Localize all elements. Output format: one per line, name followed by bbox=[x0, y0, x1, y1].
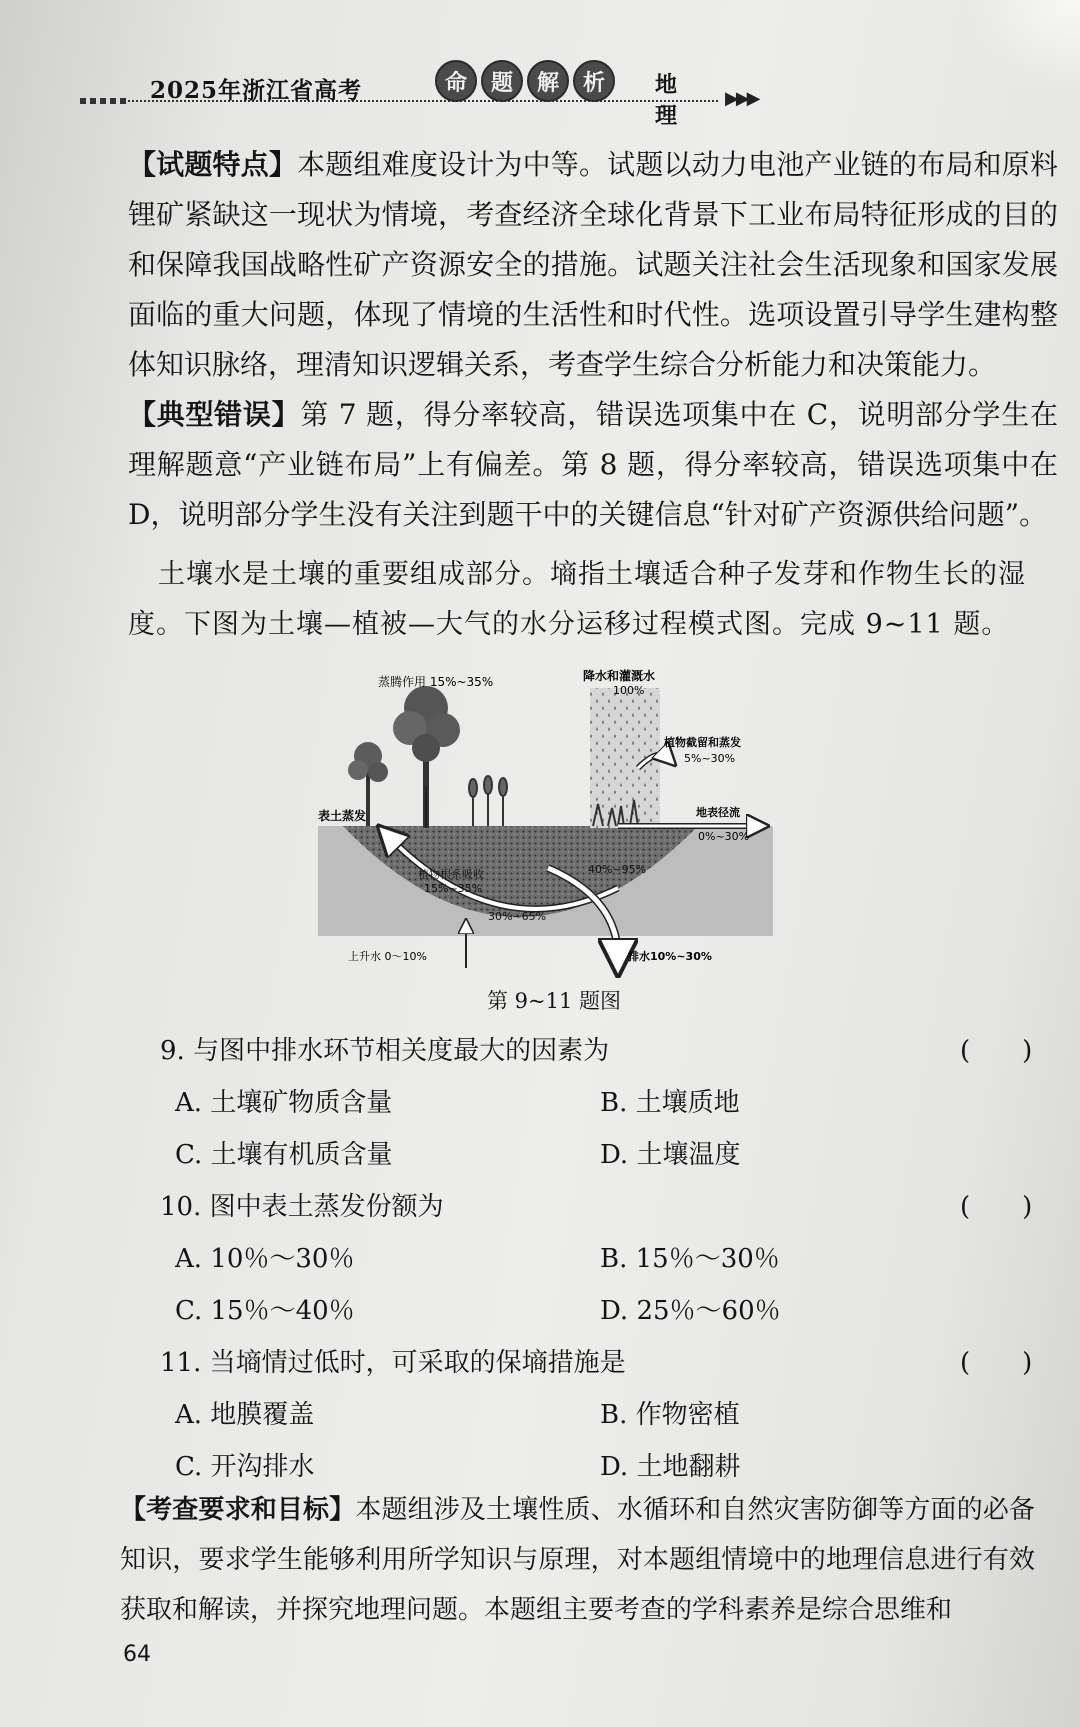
question-9-stem: 9. 与图中排水环节相关度最大的因素为 bbox=[160, 1036, 610, 1066]
requirements-paragraph bbox=[120, 1485, 1035, 1635]
header-title: 2025年浙江省高考 bbox=[150, 77, 363, 104]
question-9-option-c: C. 土壤有机质含量 bbox=[175, 1140, 393, 1170]
label-root-title: 植物根系吸收 bbox=[418, 868, 484, 881]
features-text: 本题组难度设计为中等。试题以动力电池产业链的布局和原料锂矿紧缺这一现状为情境，考查经济全球化背景下工业布局特征形成的目的和保障我国战略性矿产资源安全的措施。试题关注社会生活现象和国家发展面临的重大问题，体现了情境的生活性和时代性。选项设置引导学生建构整体知识脉络，理清知识逻辑关系，考查学生综合分析能力和决策能力。 bbox=[128, 148, 1058, 381]
question-11-stem: 11. 当墒情过低时，可采取的保墒措施是 bbox=[160, 1348, 626, 1378]
label-drainage: 排水10%~30% bbox=[628, 950, 712, 963]
question-9-option-b: B. 土壤质地 bbox=[600, 1088, 740, 1118]
crop-icon bbox=[469, 776, 507, 826]
label-surface-evap: 表土蒸发 bbox=[318, 809, 367, 823]
errors-label: 【典型错误】 bbox=[128, 398, 301, 431]
question-11-paren: ( ) bbox=[960, 1348, 1033, 1378]
label-precip-value: 100% bbox=[613, 684, 645, 697]
errors-paragraph bbox=[128, 390, 1058, 540]
question-11-option-c: C. 开沟排水 bbox=[175, 1452, 315, 1482]
figure-caption: 第 9~11 题图 bbox=[487, 989, 622, 1013]
features-paragraph bbox=[128, 140, 1058, 390]
label-transpiration: 蒸腾作用 15%~35% bbox=[378, 675, 494, 689]
label-interception-value: 5%~30% bbox=[684, 752, 736, 765]
label-root-value: 15%~35% bbox=[424, 882, 483, 895]
label-storage: 30%~65% bbox=[488, 910, 547, 923]
question-11-option-d: D. 土地翻耕 bbox=[600, 1452, 741, 1482]
features-label: 【试题特点】 bbox=[128, 148, 298, 181]
header-dots bbox=[80, 98, 126, 104]
header-circles bbox=[435, 60, 615, 102]
question-10-option-a: A. 10％～30％ bbox=[175, 1244, 355, 1274]
question-11-option-a: A. 地膜覆盖 bbox=[175, 1400, 315, 1430]
page-header bbox=[80, 60, 758, 129]
header-circle-3: 解 bbox=[527, 60, 569, 102]
question-10-paren: ( ) bbox=[960, 1192, 1033, 1222]
label-precip-title: 降水和灌溉水 bbox=[583, 669, 656, 683]
question-10-option-c: C. 15％～40％ bbox=[175, 1296, 355, 1326]
tree-icon bbox=[348, 686, 460, 828]
label-infiltration: 40%~95% bbox=[588, 863, 647, 876]
header-circle-1: 命 bbox=[435, 60, 477, 102]
header-circle-2: 题 bbox=[481, 60, 523, 102]
requirements-label: 【考查要求和目标】 bbox=[120, 1495, 356, 1525]
question-10-stem: 10. 图中表土蒸发份额为 bbox=[160, 1192, 444, 1222]
label-runoff-title: 地表径流 bbox=[696, 806, 740, 819]
question-intro: 土壤水是土壤的重要组成部分。墒指土壤适合种子发芽和作物生长的湿度。下图为土壤—植被—大气的水分运移过程模式图。完成 9~11 题。 bbox=[128, 559, 1026, 640]
page-number: 64 bbox=[123, 1642, 151, 1667]
soil-water-diagram bbox=[318, 668, 773, 978]
header-subject: 地理 bbox=[655, 72, 681, 129]
header-circle-4: 析 bbox=[573, 60, 615, 102]
label-upward: 上升水 0～10% bbox=[348, 950, 427, 963]
question-10-option-b: B. 15％～30％ bbox=[600, 1244, 780, 1274]
header-arrows: ▶▶▶ bbox=[725, 88, 758, 109]
question-9-option-a: A. 土壤矿物质含量 bbox=[175, 1088, 393, 1118]
label-interception-title: 植物截留和蒸发 bbox=[664, 736, 741, 749]
page-corner-glare bbox=[960, 0, 1080, 90]
errors-text: 第 7 题，得分率较高，错误选项集中在 C，说明部分学生在理解题意“产业链布局”上有偏差。第 8 题，得分率较高，错误选项集中在 D，说明部分学生没有关注到题干中的关键信息“针对矿产资源供给问题”。 bbox=[128, 398, 1058, 531]
question-11-option-b: B. 作物密植 bbox=[600, 1400, 740, 1430]
label-runoff-value: 0%~30% bbox=[698, 830, 750, 843]
requirements-text: 本题组涉及土壤性质、水循环和自然灾害防御等方面的必备知识，要求学生能够利用所学知识与原理，对本题组情境中的地理信息进行有效获取和解读，并探究地理问题。本题组主要考查的学科素养是综合思维和 bbox=[120, 1495, 1035, 1625]
question-9-option-d: D. 土壤温度 bbox=[600, 1140, 741, 1170]
question-10-option-d: D. 25％～60％ bbox=[600, 1296, 781, 1326]
question-9-paren: ( ) bbox=[960, 1036, 1033, 1066]
